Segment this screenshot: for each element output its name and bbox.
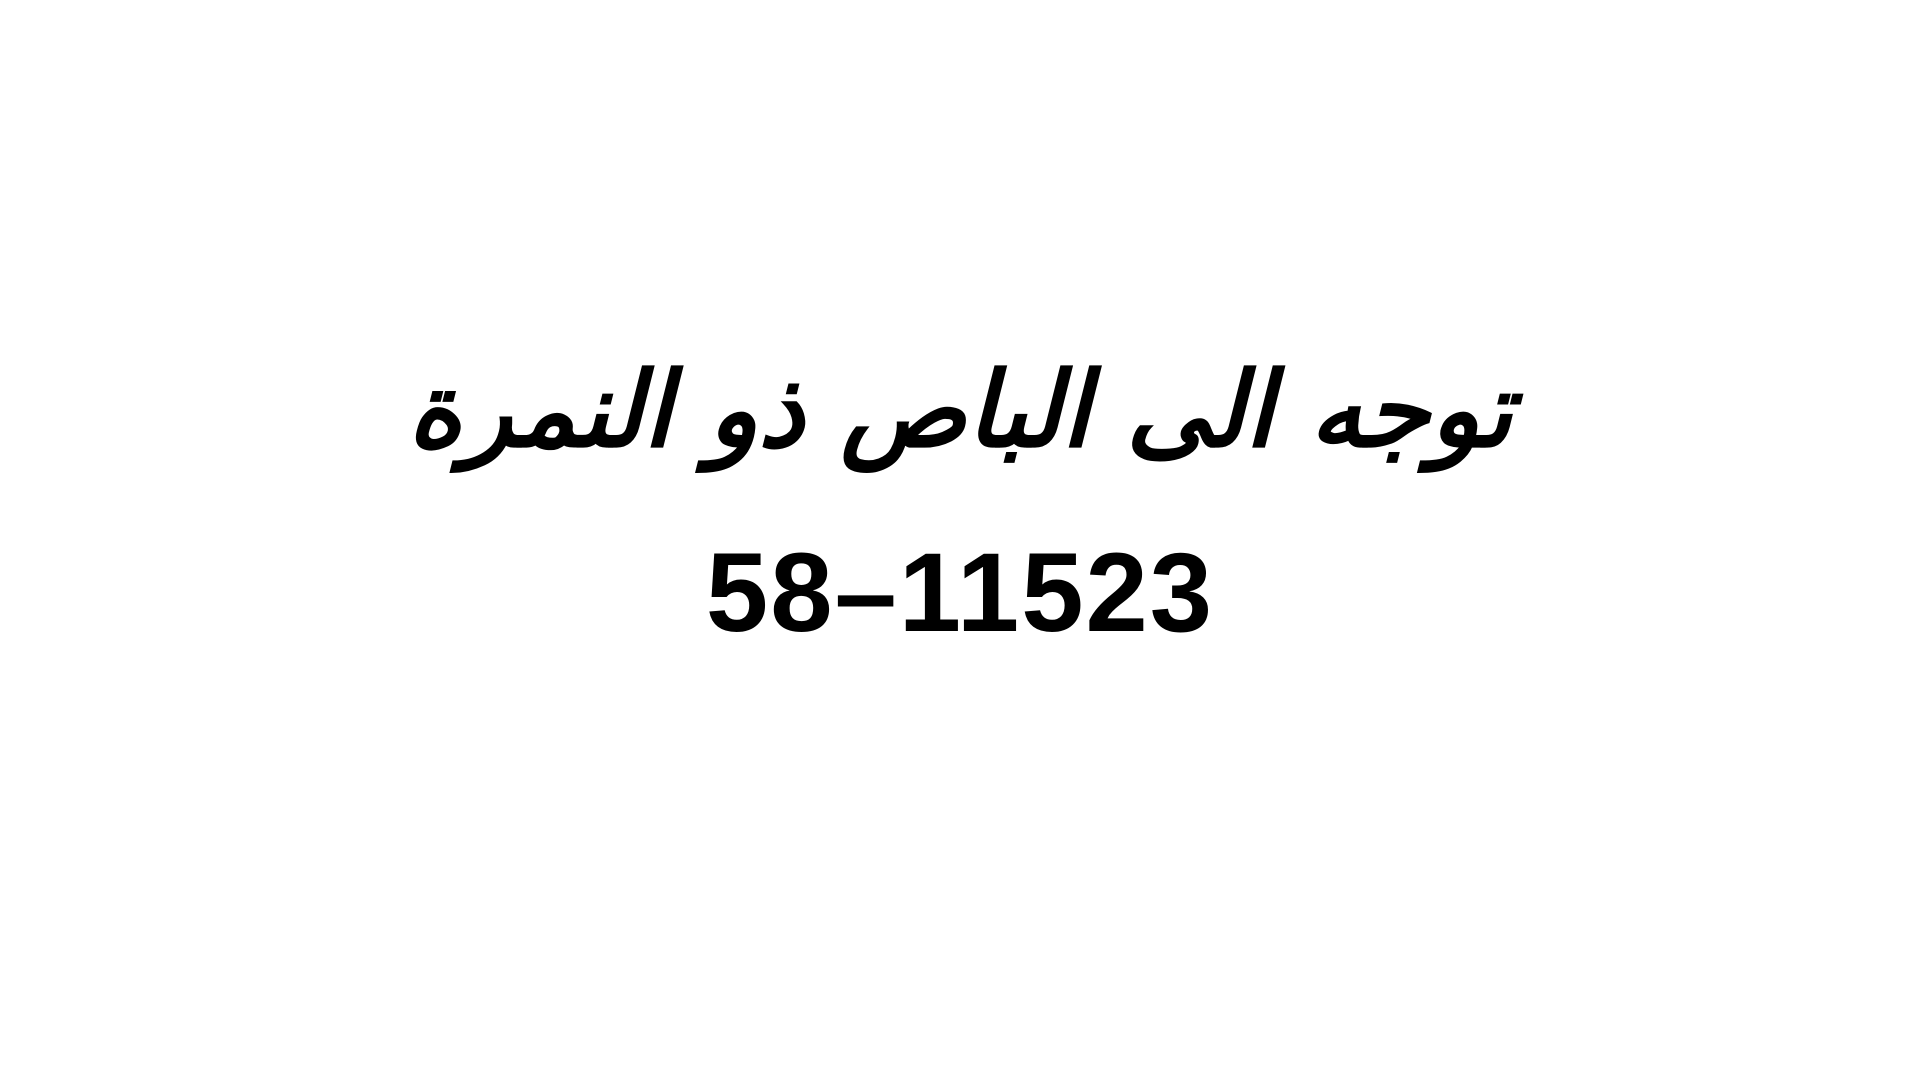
- bus-number-text: 58–11523: [705, 530, 1215, 655]
- instruction-text: توجه الى الباص ذو النمرة: [407, 349, 1513, 471]
